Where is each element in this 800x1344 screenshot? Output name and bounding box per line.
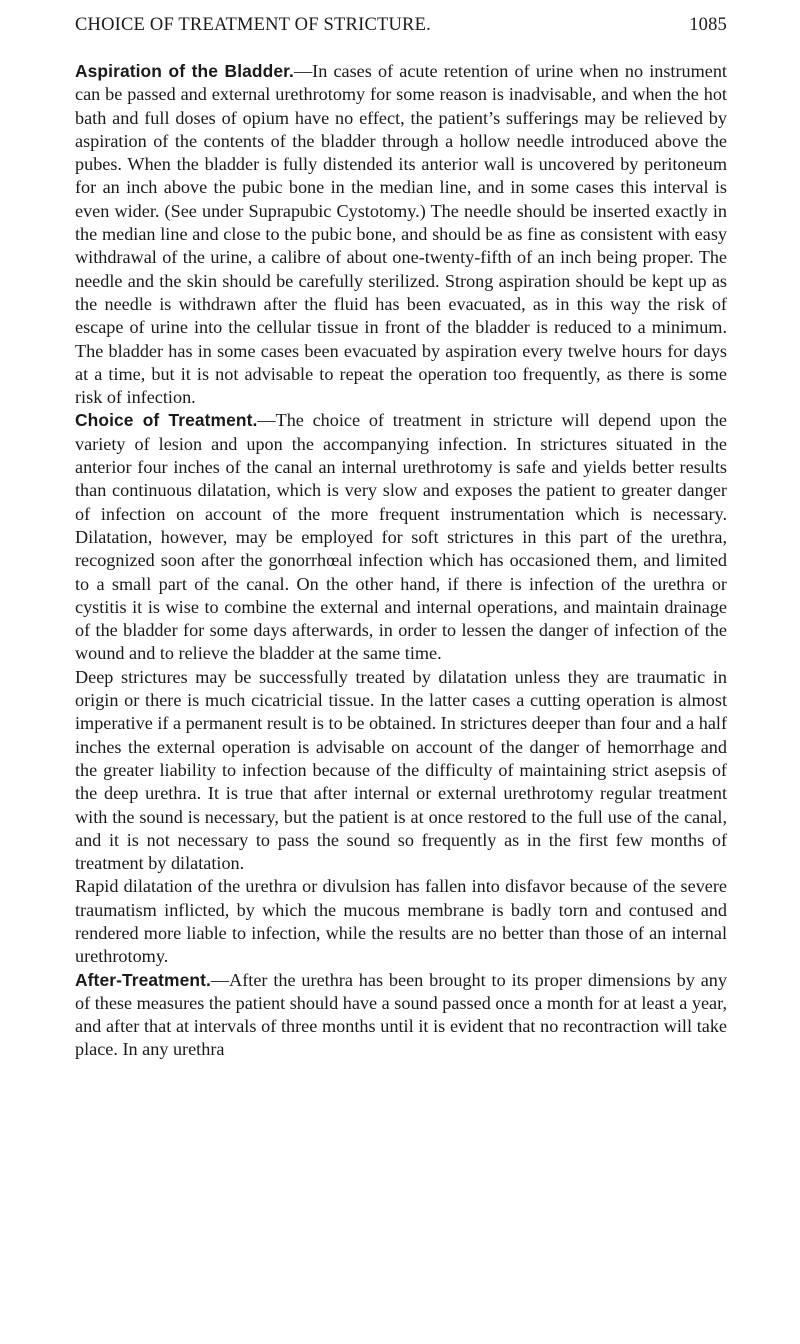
section-heading-aspiration: Aspiration of the Bladder. xyxy=(75,61,294,81)
paragraph-text: —In cases of acute retention of urine when no instrument can be passed and external urethrotomy for some reason is inadvisable, and when the hot bath and full doses of opium have no effect, the patient’s sufferings may be relieved by aspiration of the contents of the bladder through a hollow needle introduced above the pubes. When the bladder is fully distended its anterior wall is uncovered by peritoneum for an inch above the pubic bone in the median line, and in some cases this interval is even wider. (See under Suprapubic Cystotomy.) The needle should be inserted exactly in the median line and close to the pubic bone, and should be as fine as consistent with easy withdrawal of the urine, a calibre of about one-twenty-fifth of an inch being proper. The needle and the skin should be carefully sterilized. Strong aspiration should be kept up as the needle is withdrawn after the fluid has been evacuated, as in this way the risk of escape of urine into the cellular tissue in front of the bladder is reduced to a minimum. The bladder has in some cases been evacuated by aspiration every twelve hours for days at a time, but it is not advisable to repeat the operation too frequently, as there is some risk of infection. xyxy=(75,61,727,408)
page-number: 1085 xyxy=(689,15,727,35)
running-head-title: CHOICE OF TREATMENT OF STRICTURE. xyxy=(75,15,431,35)
paragraph-text: Rapid dilatation of the urethra or divulsion has fallen into disfavor because of the severe traumatism inflicted, by which the mucous membrane is badly torn and contused and rendered more liable to infection, while the results are no better than those of an internal urethrotomy. xyxy=(75,876,727,967)
paragraph-text: —After the urethra has been brought to its proper dimensions by any of these measures the patient should have a sound passed once a month for at least a year, and after that at intervals of three months until it is evident that no recontraction will take place. In any urethra xyxy=(75,969,727,1060)
paragraph-text: Deep strictures may be successfully treated by dilatation unless they are traumatic in origin or there is much cicatricial tissue. In the latter cases a cutting operation is almost imperative if a permanent result is to be obtained. In strictures deeper than four and a half inches the external operation is advisable on account of the danger of hemorrhage and the greater liability to infection because of the difficulty of maintaining strict asepsis of the deep urethra. It is true that after internal or external urethrotomy regular treatment with the sound is necessary, but the patient is at once restored to the full use of the canal, and it is not necessary to pass the sound so frequently as in the first few months of treatment by dilatation. xyxy=(75,666,727,874)
section-heading-choice-of-treatment: Choice of Treatment. xyxy=(75,410,258,431)
paragraph-text: —The choice of treatment in stricture will depend upon the variety of lesion and upon the accompanying infection. In strictures situated in the anterior four inches of the canal an internal urethrotomy is safe and yields better results than continuous dilatation, which is very slow and exposes the patient to greater danger of infection on account of the more frequent instrumentation which is necessary. Dilatation, however, may be employed for soft strictures in this part of the urethra, recognized soon after the gonorrhœal infection which has occasioned them, and limited to a small part of the canal. On the other hand, if there is infection of the urethra or cystitis it is wise to combine the external and internal operations, and maintain drainage of the bladder for some days afterwards, in order to lessen the danger of infection of the wound and to relieve the bladder at the same time. xyxy=(75,410,727,664)
body-text xyxy=(75,60,727,1062)
paragraph-after-treatment xyxy=(75,969,727,1062)
paragraph-choice-of-treatment xyxy=(75,409,727,665)
paragraph-deep-strictures xyxy=(75,666,727,876)
section-heading-after-treatment: After-Treatment. xyxy=(75,969,211,990)
paragraph-rapid-dilatation xyxy=(75,875,727,968)
running-head xyxy=(75,15,727,41)
paragraph-aspiration xyxy=(75,60,727,409)
